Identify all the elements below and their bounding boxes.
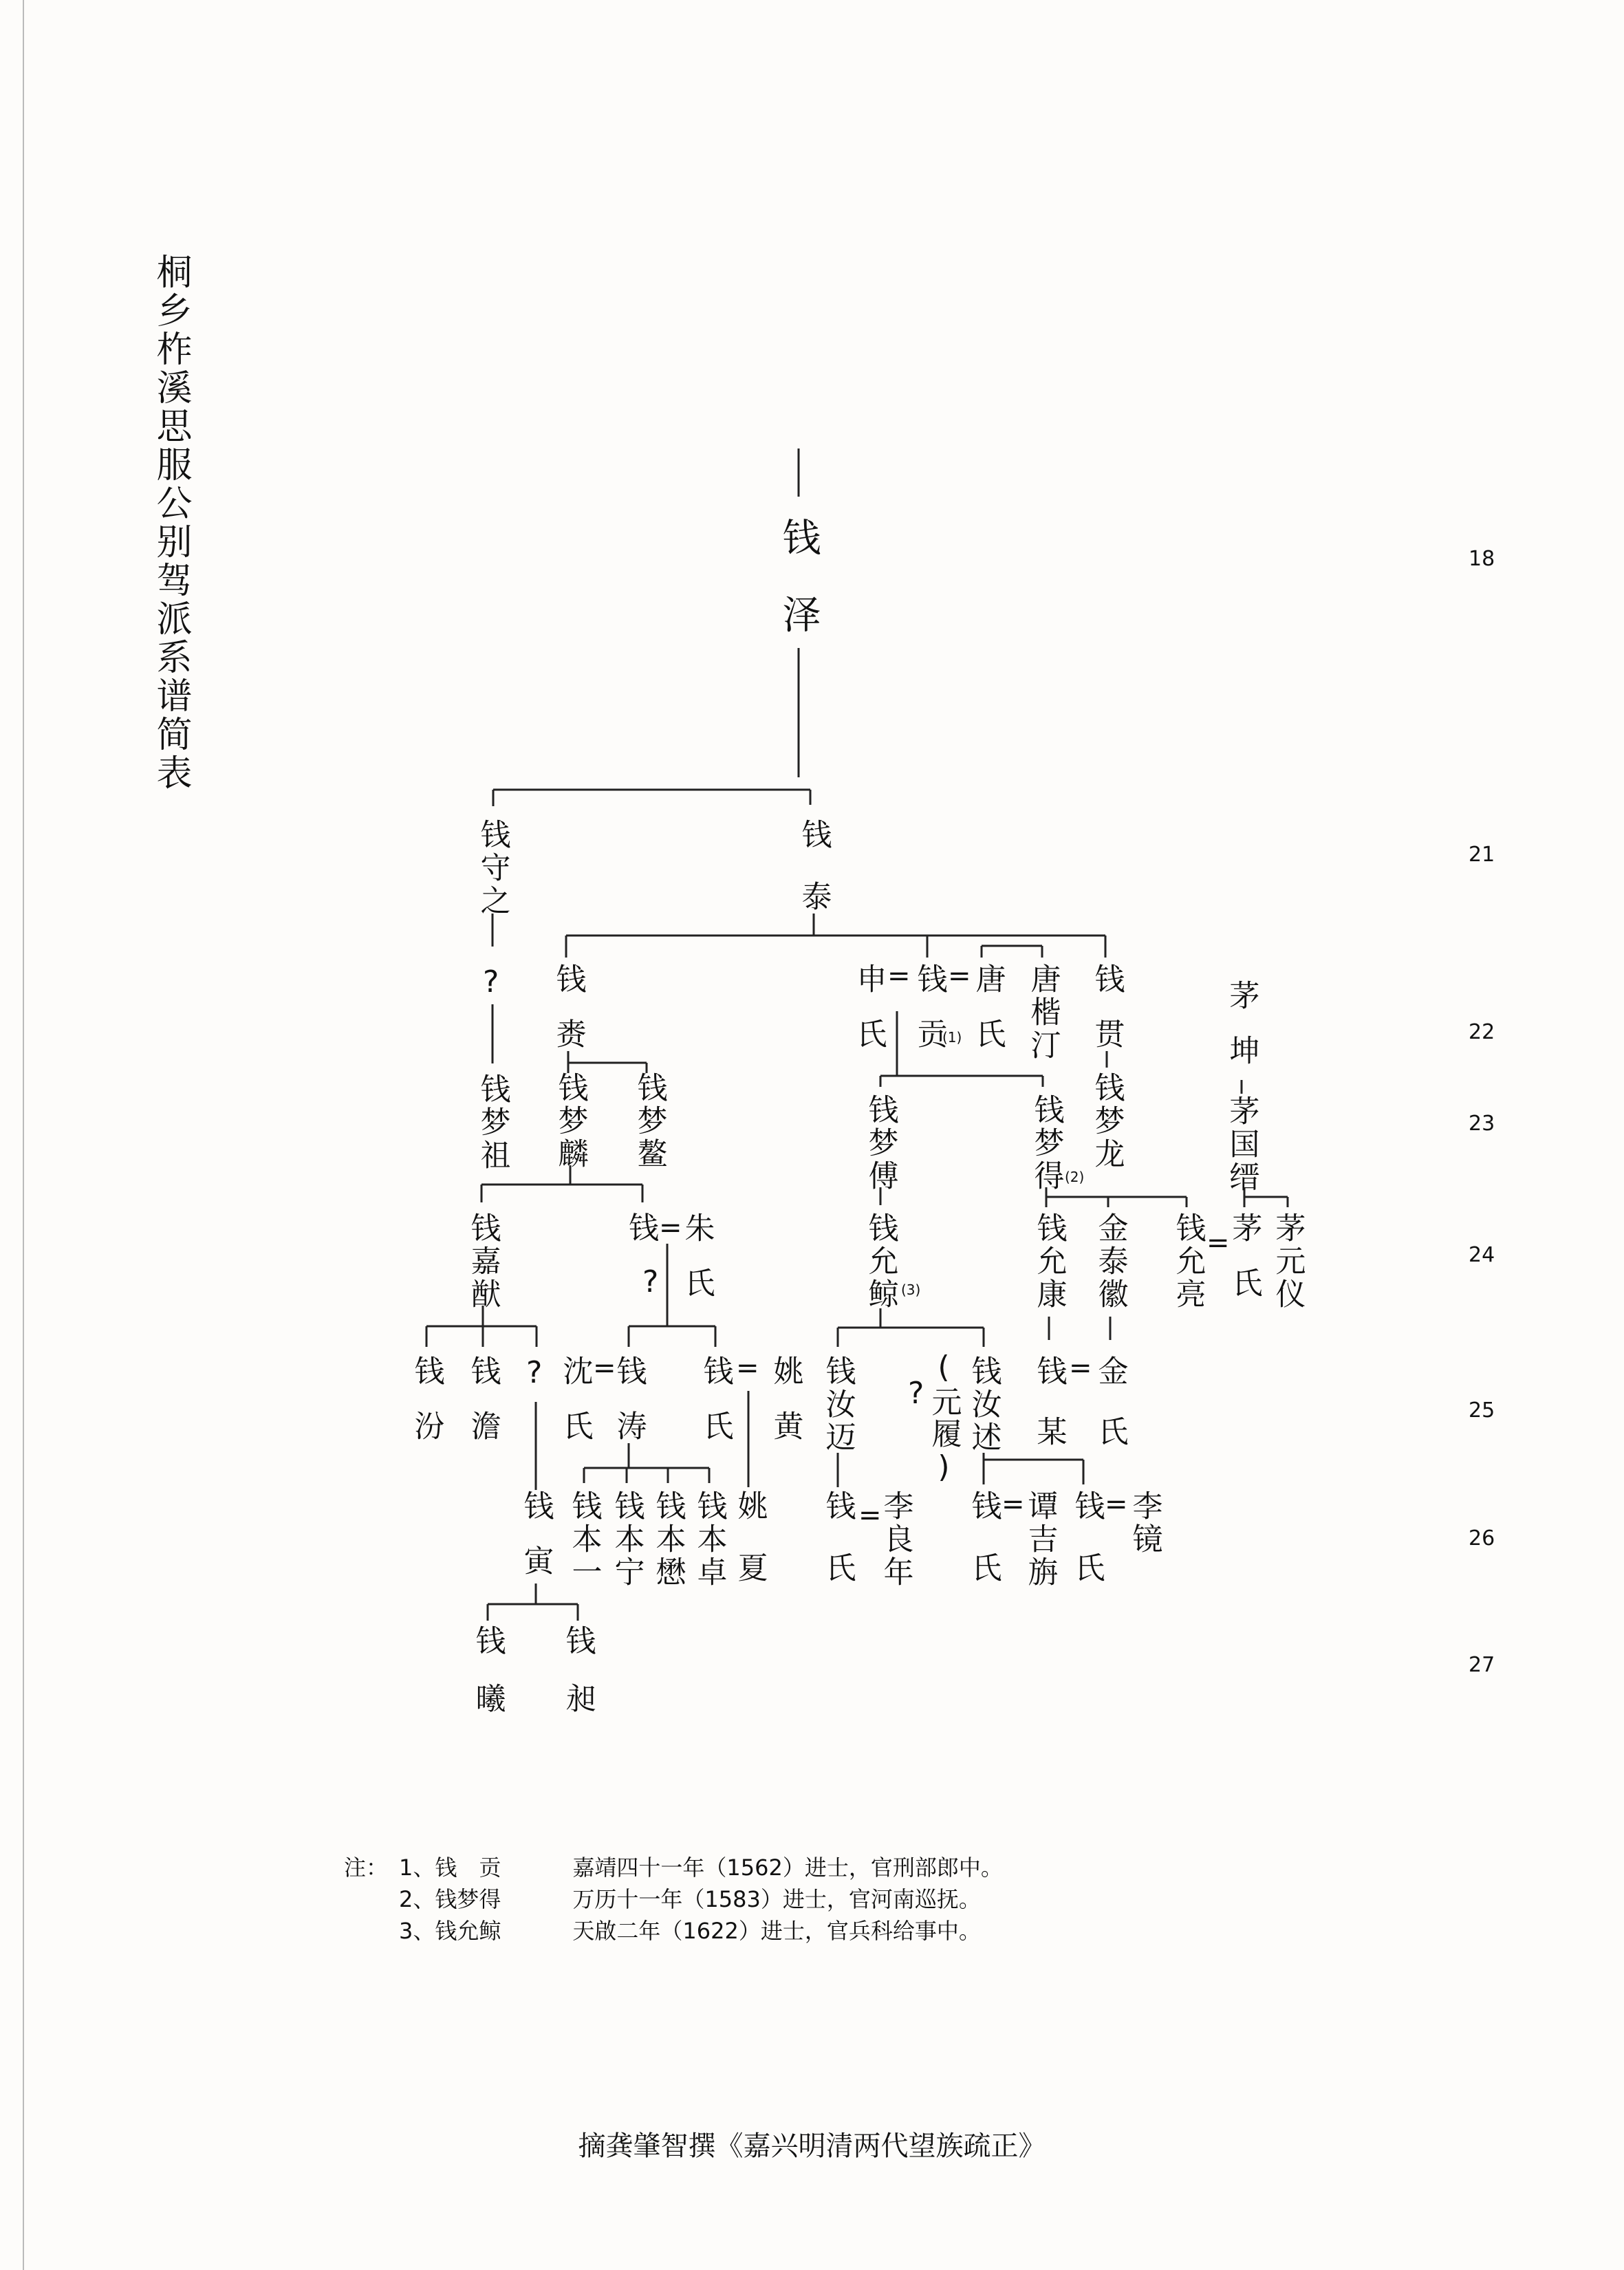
page-title: 桐乡柞溪思服公别驾派系谱简表 xyxy=(150,253,191,792)
person-qian-lai: 钱赉 xyxy=(550,963,586,1073)
person-qian-rumai: 钱汝迈 xyxy=(820,1355,856,1454)
person-qian-shi-b: 钱氏 xyxy=(966,1490,1002,1614)
person-qian-fen: 钱汾 xyxy=(409,1355,444,1465)
person-qian-mengfu: 钱梦傅 xyxy=(863,1094,898,1193)
person-qian-mengzu: 钱梦祖 xyxy=(475,1073,510,1172)
person-qian-benning: 钱本宁 xyxy=(609,1490,645,1589)
person-qian-zhan: 钱澹 xyxy=(465,1355,501,1465)
person-qian-chu: 钱昶 xyxy=(560,1625,596,1740)
names xyxy=(409,517,1306,1740)
generation-number: 21 xyxy=(1469,843,1495,867)
person-shen-shi: 申氏 xyxy=(851,963,887,1073)
person-li-liangnian: 李良年 xyxy=(878,1490,913,1589)
person-jin-taihui: 金泰徽 xyxy=(1092,1212,1128,1311)
person-tang-jiating: 唐楷汀 xyxy=(1025,963,1061,1062)
footnotes xyxy=(344,1852,1003,1947)
person-qian-xi: 钱曦 xyxy=(470,1625,506,1740)
person-shen-shi-2: 沈氏 xyxy=(557,1355,593,1465)
person-qian-benmao: 钱本懋 xyxy=(650,1490,686,1589)
person-qian-ze: 钱泽 xyxy=(776,517,821,671)
marriage-sign: = xyxy=(659,1212,682,1244)
person-qian-guan: 钱贯 xyxy=(1089,963,1125,1073)
person-qian-menglong: 钱梦龙 xyxy=(1089,1072,1125,1171)
unknown-mark: ? xyxy=(483,964,499,999)
marriage-sign: = xyxy=(1069,1352,1092,1384)
marriage-sign: = xyxy=(736,1352,759,1384)
person-qian: 钱 xyxy=(629,1211,659,1246)
person-qian-yunjing: 钱允鲸 xyxy=(863,1212,898,1311)
person-tang-shi: 唐氏 xyxy=(970,963,1006,1073)
marriage-sign: = xyxy=(948,960,971,992)
person-qian-mengao: 钱梦鳌 xyxy=(631,1072,667,1171)
marriage-sign: = xyxy=(858,1500,882,1531)
person-qian-tao: 钱涛 xyxy=(611,1355,647,1465)
generation-number: 22 xyxy=(1469,1020,1495,1044)
note-ref-2: (2) xyxy=(1065,1169,1085,1185)
generation-number: 27 xyxy=(1469,1653,1495,1677)
generation-number: 24 xyxy=(1469,1243,1495,1267)
person-qian-yunkang: 钱允康 xyxy=(1031,1212,1067,1311)
footnote: 2、钱梦得 万历十一年（1583）进士，官河南巡抚。 xyxy=(399,1886,981,1912)
person-qian-shi-a: 钱氏 xyxy=(820,1490,856,1614)
person-qian-gong: 钱贡 xyxy=(911,963,947,1073)
generation-number: 26 xyxy=(1469,1526,1495,1550)
person-qian-yunliang: 钱允亮 xyxy=(1170,1212,1206,1311)
person-mao-yuanyi: 茅元仪 xyxy=(1270,1212,1306,1311)
person-qian-mou: 钱某 xyxy=(1031,1355,1067,1476)
note-ref-3: (3) xyxy=(901,1282,921,1298)
generation-numbers xyxy=(1469,547,1495,1677)
marriage-sign: = xyxy=(1105,1489,1128,1520)
person-mao-shi: 茅氏 xyxy=(1226,1212,1262,1322)
marriage-sign: = xyxy=(1002,1489,1025,1520)
note-ref-1: (1) xyxy=(942,1029,962,1046)
person-qian-jiayou: 钱嘉猷 xyxy=(465,1212,501,1311)
footnote: 3、钱允鲸 天啟二年（1622）进士，官兵科给事中。 xyxy=(399,1918,981,1944)
person-qian-shouzhi: 钱守之 xyxy=(475,819,510,918)
person-mao-kun: 茅坤 xyxy=(1224,980,1259,1090)
person-qian-mengde: 钱梦得 xyxy=(1028,1094,1064,1193)
unknown-mark: ? xyxy=(642,1264,659,1299)
person-tan-jizhan: 谭吉旃 xyxy=(1022,1490,1058,1589)
unknown-mark: ? xyxy=(526,1355,543,1390)
footnote-label: 注： xyxy=(344,1855,389,1881)
person-yao-huang: 姚黄 xyxy=(768,1355,803,1465)
person-qian-benzhuo: 钱本卓 xyxy=(691,1490,727,1589)
alias-yuanlv: (元履) xyxy=(926,1350,962,1486)
person-li-jing: 李镜 xyxy=(1127,1490,1162,1556)
generation-number: 25 xyxy=(1469,1398,1495,1423)
marriage-sign: = xyxy=(1206,1227,1230,1259)
generation-number: 23 xyxy=(1469,1112,1495,1136)
marriage-sign: = xyxy=(887,960,911,992)
generation-number: 18 xyxy=(1469,547,1495,571)
person-qian-benyi: 钱本一 xyxy=(566,1490,602,1589)
person-qian-rushu: 钱汝述 xyxy=(966,1355,1002,1454)
unknown-mark: ? xyxy=(908,1376,924,1411)
person-qian-menglin: 钱梦麟 xyxy=(552,1072,588,1171)
person-qian-tai: 钱泰 xyxy=(796,819,832,942)
person-yao-xia: 姚夏 xyxy=(732,1490,768,1614)
person-jin-shi: 金氏 xyxy=(1092,1355,1128,1476)
person-qian-shi: 钱氏 xyxy=(697,1355,733,1465)
person-mao-guojin: 茅国缙 xyxy=(1224,1095,1259,1194)
source-citation: 摘龚肇智撰《嘉兴明清两代望族疏正》 xyxy=(578,2130,1046,2162)
marriage-sign: = xyxy=(593,1352,616,1384)
person-qian-yin: 钱寅 xyxy=(518,1490,554,1600)
person-zhu-shi: 朱氏 xyxy=(679,1212,715,1322)
person-qian-shi-c: 钱氏 xyxy=(1069,1490,1105,1614)
footnote: 注： 1、钱 贡 嘉靖四十一年（1562）进士，官刑部郎中。 xyxy=(344,1852,1003,1883)
